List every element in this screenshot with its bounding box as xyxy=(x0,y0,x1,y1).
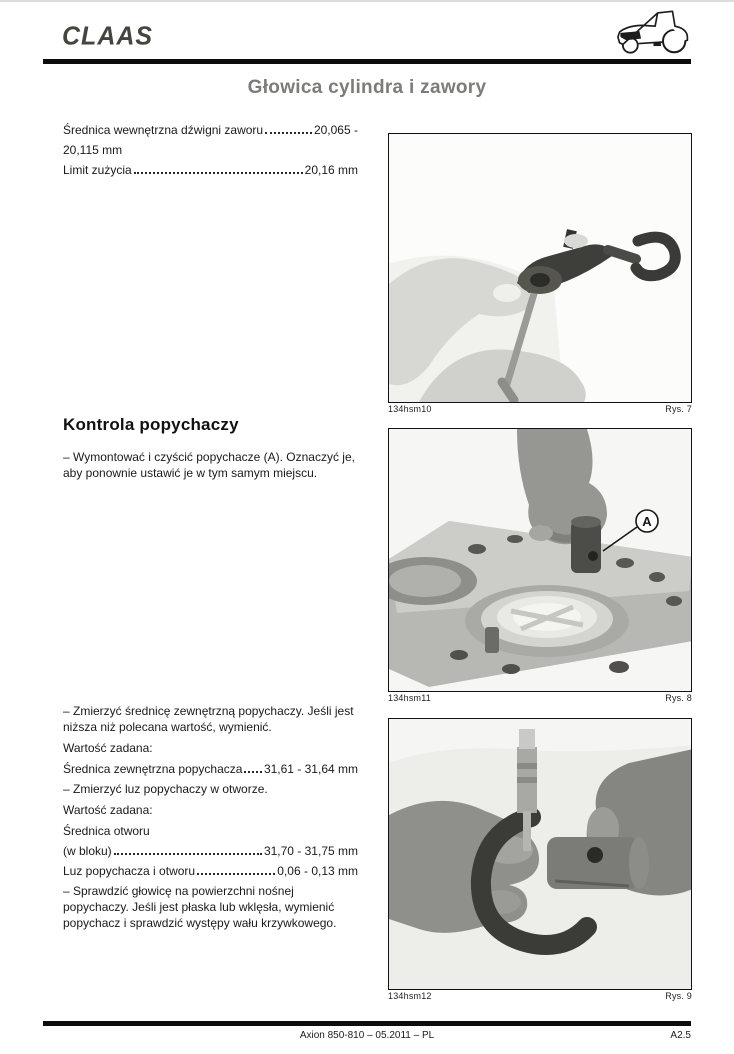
photo-rocker-arm xyxy=(388,133,692,403)
setpoint-label: Wartość zadana: xyxy=(63,741,153,755)
tappet-spec-block xyxy=(63,703,358,936)
intro-spec-block xyxy=(63,122,358,182)
footer-model-info: Axion 850-810 – 05.2011 – PL xyxy=(299,1030,435,1041)
spec-value: 31,61 - 31,64 mm xyxy=(263,762,358,776)
rocker-arm-illustration xyxy=(389,134,692,402)
spec-label-bore-line1: Średnica otworu xyxy=(63,824,150,838)
spec-label: Luz popychacza i otworu xyxy=(63,864,196,878)
photo-cylinder-block xyxy=(388,428,692,692)
spec-value-continued: 20,115 mm xyxy=(63,143,123,157)
figure-rys-7 xyxy=(388,133,692,414)
photo-id: 134hsm10 xyxy=(388,404,432,414)
step-remove-tappets: – Wymontować i czyścić popychacze (A). Oznaczyć je, aby ponownie ustawić je w tym samym miejscu. xyxy=(63,450,355,480)
spec-value: 31,70 - 31,75 mm xyxy=(263,844,358,858)
spec-row-wear-limit xyxy=(63,162,358,178)
photo-id: 134hsm12 xyxy=(388,991,432,1001)
setpoint-label: Wartość zadana: xyxy=(63,803,153,817)
micrometer-illustration xyxy=(389,719,692,989)
spec-row-bore-diameter xyxy=(63,843,358,859)
step-check-face: – Sprawdzić głowicę na powierzchni nośnej popychaczy. Jeśli jest płaska lub wklęsła, wymienić popychacz i sprawdzić występy wału krzywkowego. xyxy=(63,884,337,930)
dot-leader xyxy=(114,853,262,855)
cylinder-block-illustration xyxy=(389,429,692,691)
step-measure-diameter: – Zmierzyć średnicę zewnętrzną popychaczy. Jeśli jest niższa niż polecana wartość, wymienić. xyxy=(63,704,354,734)
spec-value: 0,06 - 0,13 mm xyxy=(277,864,358,878)
spec-value: 20,16 mm xyxy=(304,163,358,177)
header-rule xyxy=(43,59,691,64)
figure-number: Rys. 9 xyxy=(665,991,692,1001)
dot-leader xyxy=(134,172,303,174)
spec-value: 20,065 - xyxy=(313,123,358,137)
spec-label: (w bloku) xyxy=(63,844,112,858)
footer-page-number: A2.5 xyxy=(670,1030,691,1041)
spec-label: Limit zużycia xyxy=(63,163,132,177)
dot-leader xyxy=(265,132,312,134)
photo-id: 134hsm11 xyxy=(388,693,431,703)
spec-label: Średnica wewnętrzna dźwigni zaworu xyxy=(63,123,264,137)
photo-micrometer xyxy=(388,718,692,990)
figure-rys-8 xyxy=(388,428,692,703)
figure-number: Rys. 8 xyxy=(665,693,692,703)
spec-row-clearance xyxy=(63,863,358,879)
step-measure-clearance: – Zmierzyć luz popychaczy w otworze. xyxy=(63,782,268,796)
figure-number: Rys. 7 xyxy=(665,404,692,414)
spec-row-outer-diameter xyxy=(63,761,358,777)
claas-logo: CLAAS xyxy=(62,21,154,51)
figure-rys-9 xyxy=(388,718,692,1001)
dot-leader xyxy=(197,873,275,875)
spec-label: Średnica zewnętrzna popychacza xyxy=(63,762,243,776)
callout-a-label: A xyxy=(642,514,652,529)
spec-row-valve-lever xyxy=(63,122,358,138)
page-title: Głowica cylindra i zawory xyxy=(247,77,487,98)
tractor-icon xyxy=(608,6,694,58)
section-heading: Kontrola popychaczy xyxy=(63,415,239,434)
scan-artifact-top xyxy=(0,0,734,2)
dot-leader xyxy=(244,771,262,773)
footer-rule xyxy=(43,1021,691,1026)
